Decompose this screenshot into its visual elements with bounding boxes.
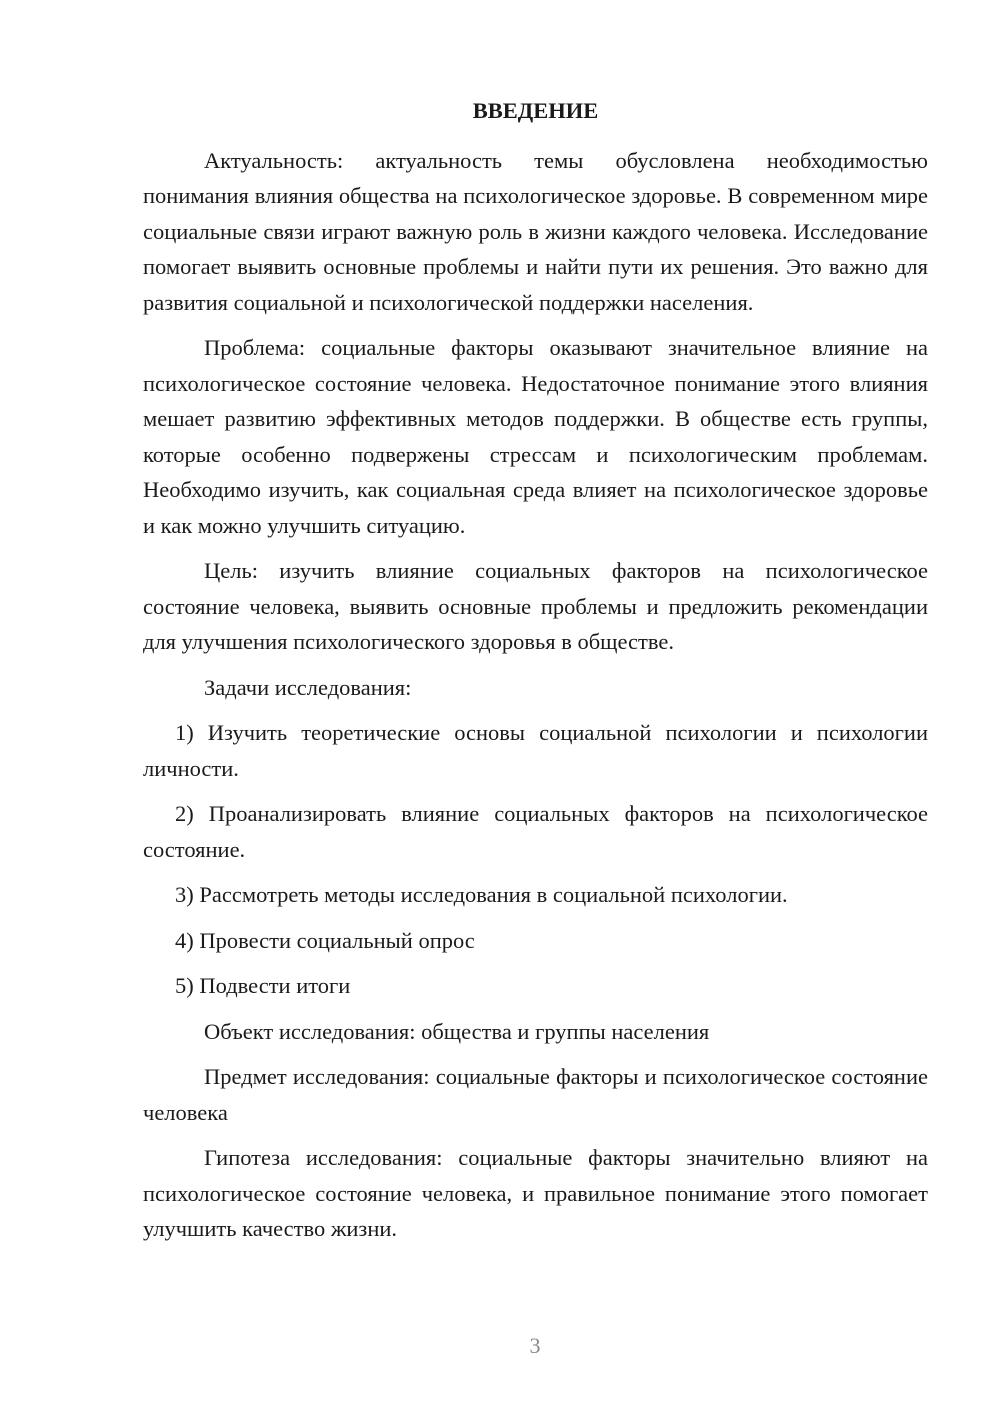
task-item: 4) Провести социальный опрос [175, 927, 475, 953]
relevance-paragraph: Актуальность: актуальность темы обусловлена необходимостью понимания влияния общества на психологическое здоровье. В современном мире социальные связи играют важную роль в жизни каждого человека. Исследование помогает выявить основные проблемы и найти пути их решения. Это важно для развития социальной и психологической поддержки населения. [143, 147, 928, 315]
tasks-heading: Задачи исследования: [204, 674, 412, 700]
section-title: ВВЕДЕНИЕ [472, 98, 599, 123]
problem-paragraph: Проблема: социальные факторы оказывают значительное влияние на психологическое состояние человека. Недостаточное понимание этого влияния мешает развитию эффективных методов поддержки. В обществе есть группы, которые особенно подвержены стрессам и психологическим проблемам. Необходимо изучить, как социальная среда влияет на психологическое здоровье и как можно улучшить ситуацию. [143, 335, 928, 538]
hypothesis-paragraph: Гипотеза исследования: социальные факторы значительно влияют на психологическое состояние человека, и правильное понимание этого помогает улучшить качество жизни. [143, 1145, 928, 1241]
page-content [143, 93, 928, 1257]
task-item: 2) Проанализировать влияние социальных факторов на психологическое состояние. [143, 801, 928, 862]
task-item: 1) Изучить теоретические основы социальной психологии и психологии личности. [143, 720, 928, 781]
goal-paragraph: Цель: изучить влияние социальных факторов на психологическое состояние человека, выявить основные проблемы и предложить рекомендации для улучшения психологического здоровья в обществе. [143, 558, 928, 654]
subject-paragraph: Предмет исследования: социальные факторы и психологическое состояние человека [143, 1064, 928, 1125]
task-item: 3) Рассмотреть методы исследования в социальной психологии. [175, 882, 788, 907]
task-item: 5) Подвести итоги [175, 973, 351, 998]
object-paragraph: Объект исследования: общества и группы населения [204, 1018, 710, 1044]
page-number: 3 [529, 1333, 541, 1358]
